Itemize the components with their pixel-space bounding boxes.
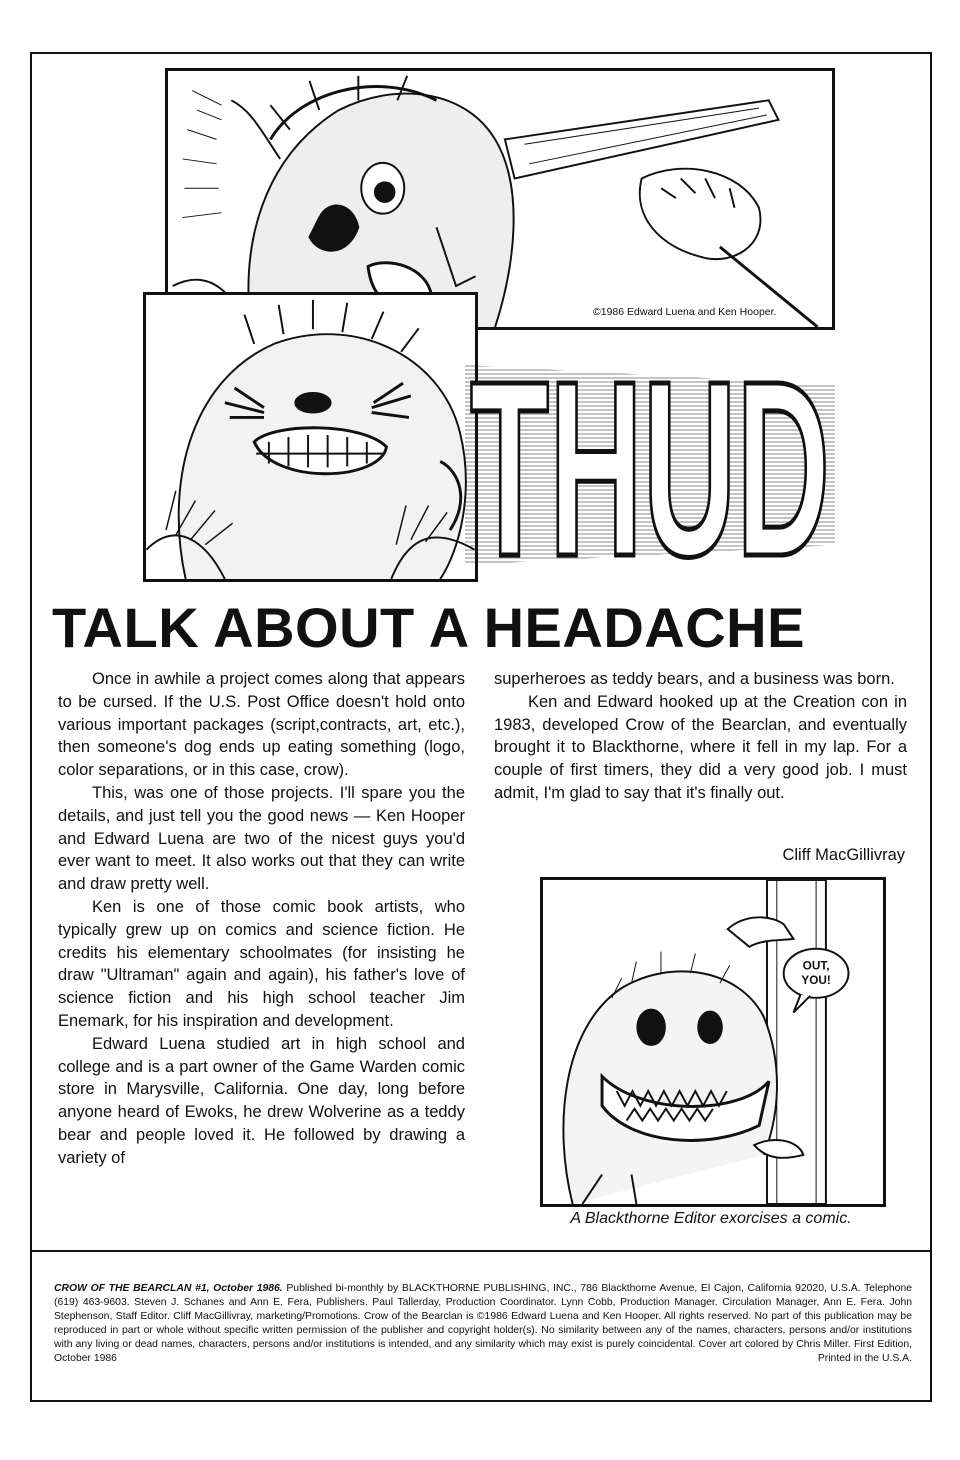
comic-panel-editor [540,877,886,1207]
headline: TALK ABOUT A HEADACHE [52,596,805,659]
artwork-copyright: ©1986 Edward Luena and Ken Hooper. [590,306,779,318]
speech-line-1: OUT, [802,959,830,973]
comic-panel-impact [143,292,478,582]
article-paragraph: Ken and Edward hooked up at the Creation con in 1983, developed Crow of the Bearclan, and eventually brought it to Blackthorne, where it fell in my lap. For a couple of first timers, they did a very good job. I must admit, I'm glad to say that it's finally out. [494,692,907,802]
article-paragraph: Once in awhile a project comes along that appears to be cursed. If the U.S. Post Office doesn't hold onto various important packages (script,contracts, art, etc.), then someone's dog ends up eating something (logo, color separations, or in this case, crow). [58,670,465,780]
illustration-caption: A Blackthorne Editor exorcises a comic. [570,1210,852,1227]
article-paragraph: Edward Luena studied art in high school and college and is a part owner of the Game Warden comic store in Marysville, California. One day, long before anyone heard of Ewoks, he drew Wolverine as a teddy bear and people loved it. He followed by drawing a variety of [58,1034,465,1167]
publication-indicia [54,1282,912,1365]
printed-in: Printed in the U.S.A. [817,1352,912,1364]
thud-text: THUD [470,329,830,585]
comic-panel-top [165,68,835,330]
editor-creature-illustration [543,880,883,1204]
article-right-column [494,668,907,805]
footer-divider [30,1250,932,1252]
article-continuation: superheroes as teddy bears, and a business was born. [494,670,895,688]
article-paragraph: Ken is one of those comic book artists, who typically grew up on comics and science fiction. He credits his elementary schoolmates (for insisting he draw "Ultraman" again and again), his father's love of science fiction and his high school teacher Jim Enemark, for his inspiration and development. [58,897,465,1030]
indicia-title: CROW OF THE BEARCLAN #1, October 1986. [54,1283,283,1294]
speech-line-2: YOU! [801,974,831,988]
bear-grimace-illustration [146,295,475,579]
article-paragraph: This, was one of those projects. I'll spare you the details, and just tell you the good news — Ken Hooper and Edward Luena are two of the nicest guys you'd ever want to meet. It also works out that they can write and draw pretty well. [58,783,465,894]
author-signature: Cliff MacGillivray [782,846,905,864]
bear-swing-illustration [168,71,832,327]
thud-sound-effect [465,325,835,585]
article-left-column [58,668,465,1170]
indicia-body: Published bi-monthly by BLACKTHORNE PUBLISHING, INC., 786 Blackthorne Avenue, El Cajon, California 92020, U.S.A. Telephone (619) 463-9603. Steven J. Schanes and Ann E. Fera, Publishers. Paul Tallerday, Production Coordinator. Lynn Cobb, Production Manager. Circulation Manager, Ann E. Fera. John Stephenson, Staff Editor. Cliff MacGillivray, marketing/Promotions. Crow of the Bearclan is ©1986 Edward Luena and Ken Hooper. All rights reserved. No part of this publication may be reproduced in part or whole without specific written permission of the publisher and copyright holder(s). No similarity between any of the names, characters, persons and/or institutions with any living or dead names, characters, persons and/or institutions is intended, and any similarity which may exist is purely coincidental. Cover art colored by Chris Miller. First Edition, October 1986 [54,1283,912,1364]
